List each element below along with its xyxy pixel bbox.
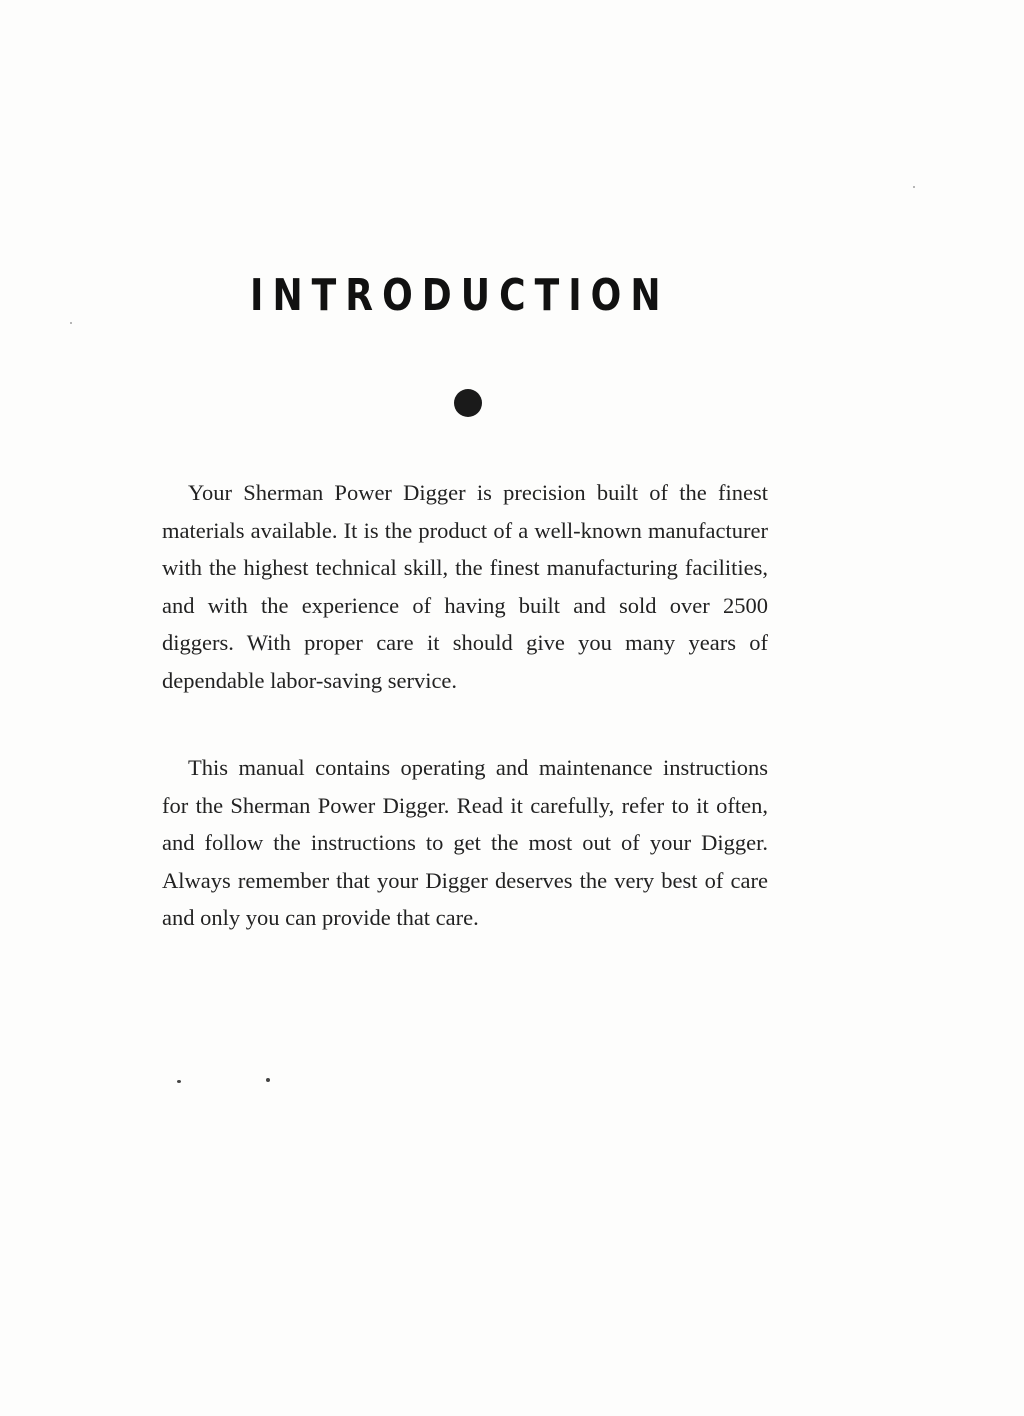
- scan-speck: [266, 1078, 270, 1082]
- scan-speck: [913, 186, 915, 188]
- intro-paragraph-1: Your Sherman Power Digger is precision built of the finest materials available. It is the product of a well-known manufacturer with the highest technical skill, the finest manufacturing facilities, and with the experience of having built and sold over 2500 diggers. With proper care it should give you many years of dependable labor-saving service.: [162, 480, 768, 693]
- bullet-ornament: [454, 389, 482, 417]
- scan-speck: [177, 1080, 181, 1083]
- intro-paragraph-2: This manual contains operating and maintenance instructions for the Sherman Power Digger. Read it carefully, refer to it often, and follow the instructions to get the most out of your Digger. Always remember that your Digger deserves the very best of care and only you can provide that care.: [162, 755, 768, 930]
- scan-speck: [70, 322, 72, 324]
- page-title: INTRODUCTION: [250, 270, 670, 321]
